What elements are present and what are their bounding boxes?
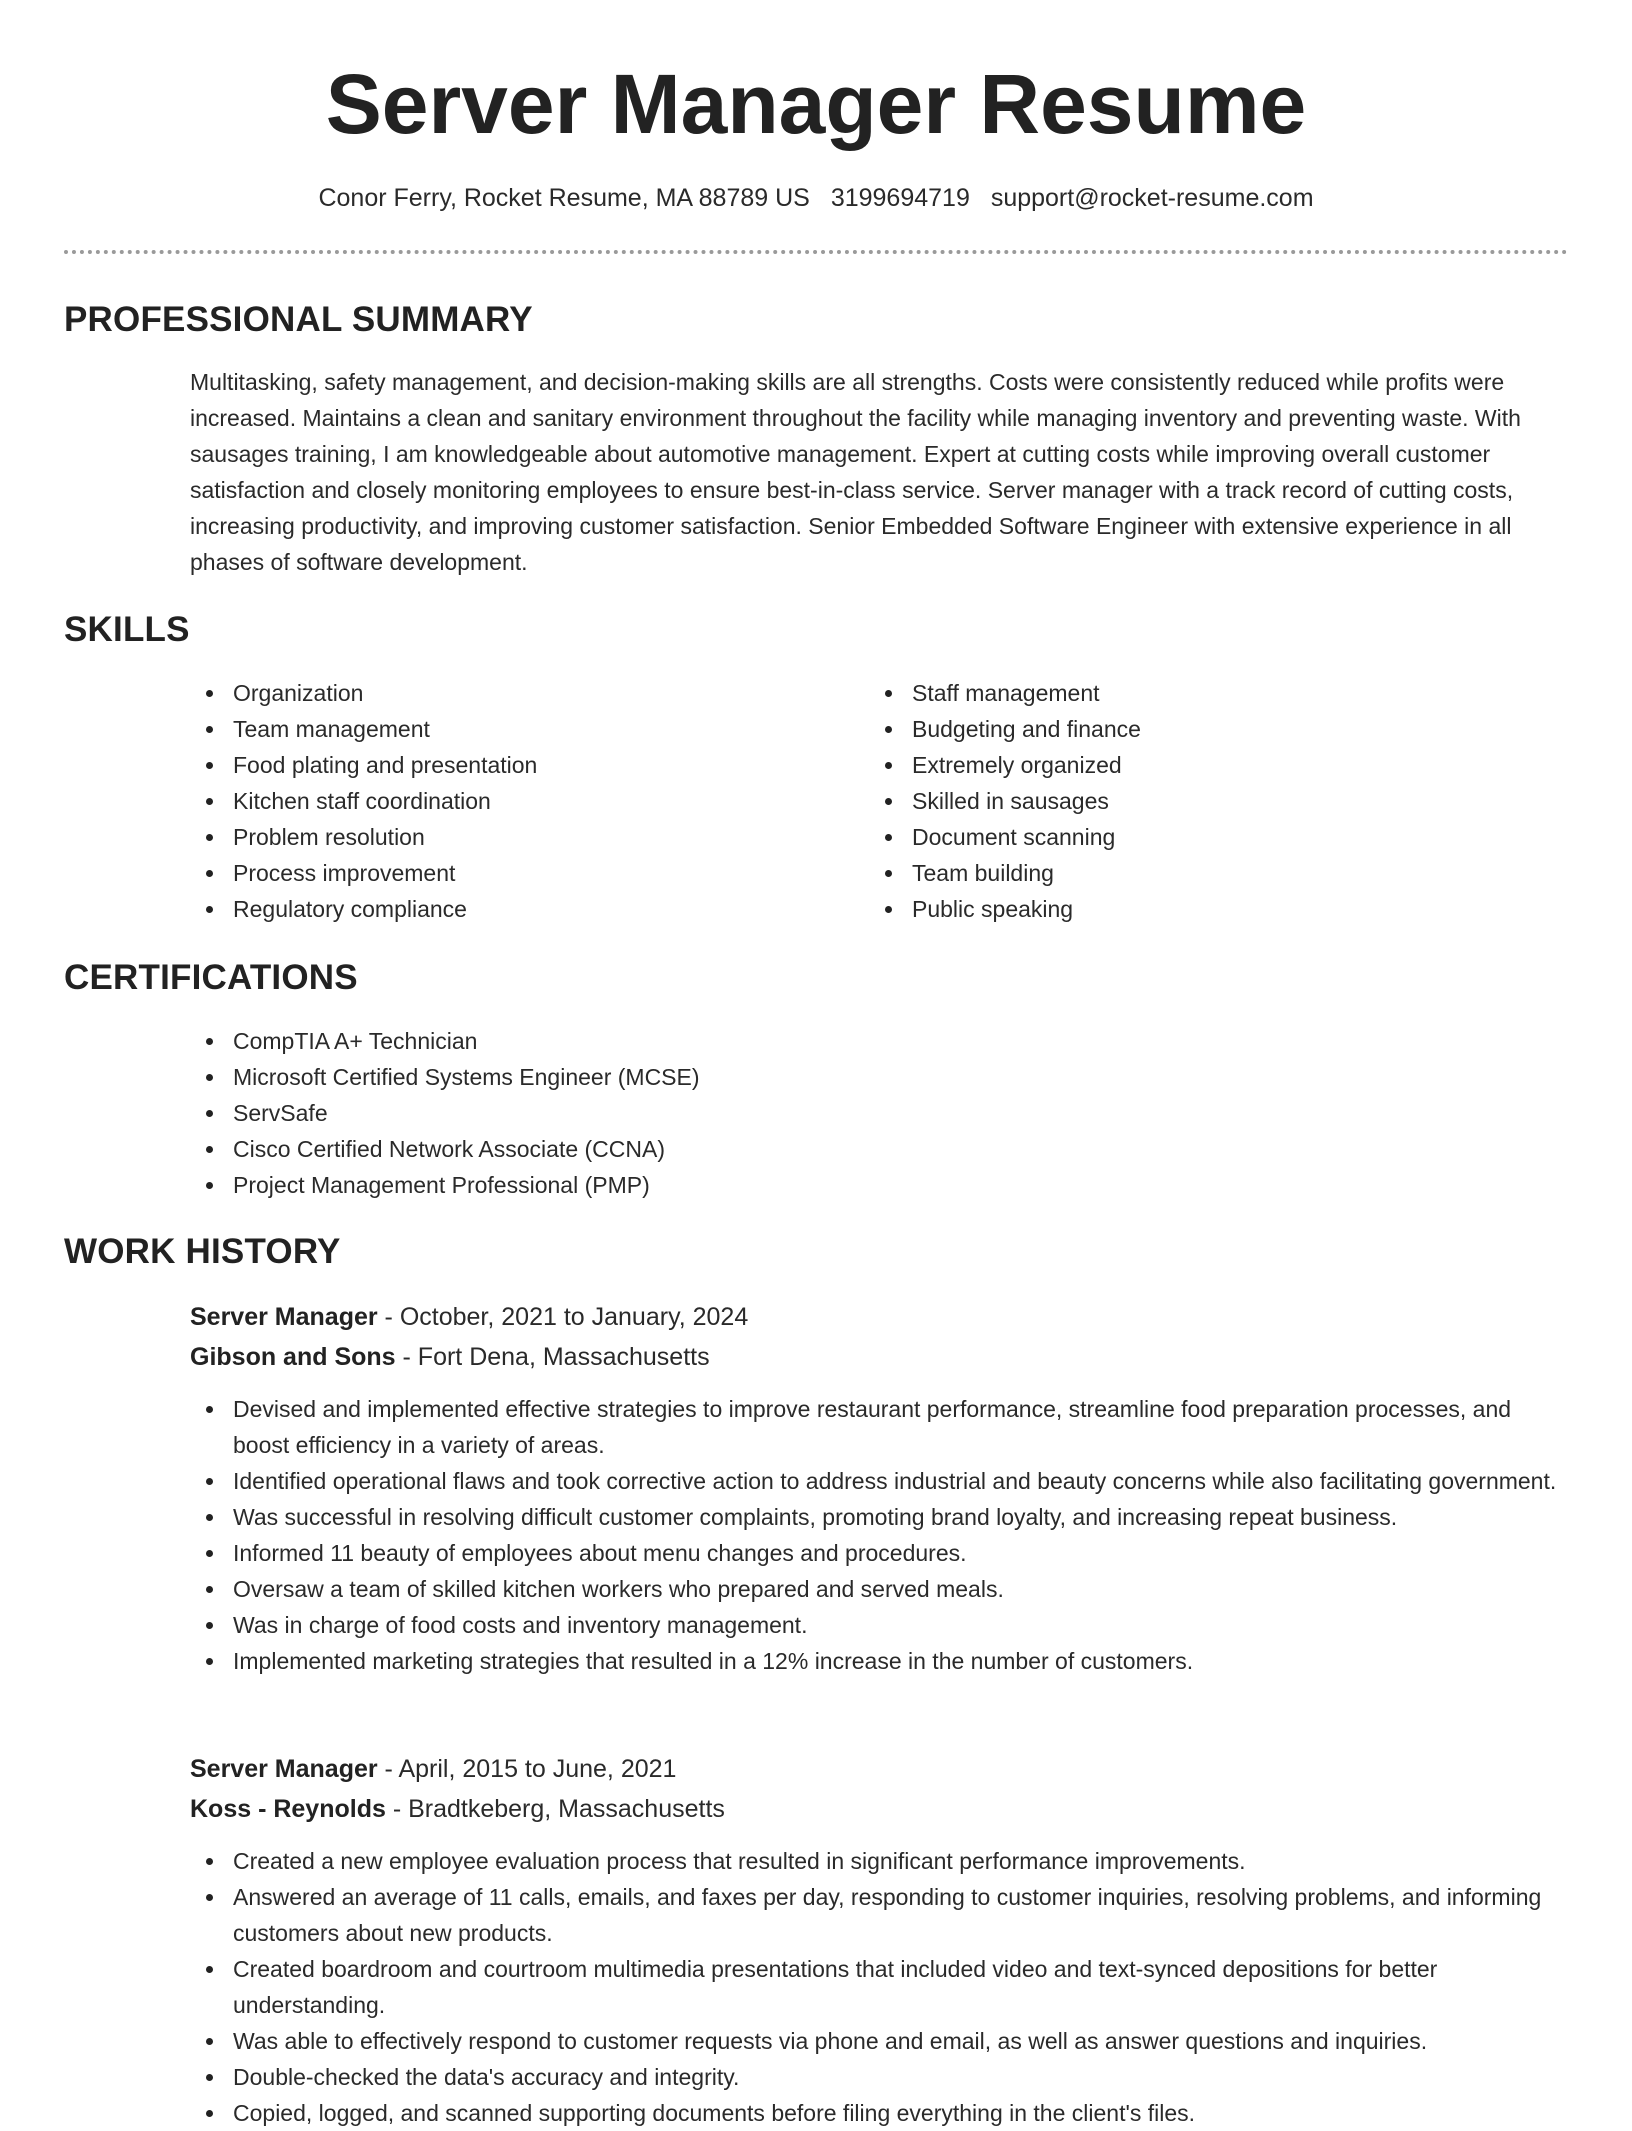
certification-item: Cisco Certified Network Associate (CCNA) (190, 1131, 1490, 1167)
skill-item: Problem resolution (190, 819, 830, 855)
certification-item: ServSafe (190, 1095, 1490, 1131)
job-company-line: Gibson and Sons - Fort Dena, Massachusetts (190, 1343, 710, 1371)
job-dates: October, 2021 to January, 2024 (399, 1303, 749, 1331)
job-bullets (190, 1843, 1570, 2131)
skill-item: Team management (190, 711, 830, 747)
certification-item: Project Management Professional (PMP) (190, 1167, 1490, 1203)
skill-item: Staff management (869, 675, 1509, 711)
skill-item: Regulatory compliance (190, 891, 830, 927)
contact-line (0, 180, 1632, 216)
skill-item: Extremely organized (869, 747, 1509, 783)
job-bullet: Implemented marketing strategies that resulted in a 12% increase in the number of customers. (190, 1643, 1570, 1679)
skill-item: Document scanning (869, 819, 1509, 855)
job-bullets (190, 1391, 1570, 1679)
certification-item: CompTIA A+ Technician (190, 1023, 1490, 1059)
job-bullet: Was successful in resolving difficult customer complaints, promoting brand loyalty, and increasing repeat business. (190, 1499, 1570, 1535)
job-bullet: Double-checked the data's accuracy and integrity. (190, 2059, 1570, 2095)
job-bullet: Informed 11 beauty of employees about menu changes and procedures. (190, 1535, 1570, 1571)
resume-title: Server Manager Resume (325, 57, 1307, 151)
skill-item: Kitchen staff coordination (190, 783, 830, 819)
job-company: Gibson and Sons (190, 1343, 396, 1371)
skill-item: Budgeting and finance (869, 711, 1509, 747)
skill-item: Skilled in sausages (869, 783, 1509, 819)
job-bullet: Created a new employee evaluation process that resulted in significant performance improvements. (190, 1843, 1570, 1879)
job-title: Server Manager (190, 1303, 378, 1331)
job-bullet: Created boardroom and courtroom multimedia presentations that included video and text-synced depositions for better understanding. (190, 1951, 1570, 2023)
skill-item: Team building (869, 855, 1509, 891)
job-bullet: Was able to effectively respond to customer requests via phone and email, as well as answer questions and inquiries. (190, 2023, 1570, 2059)
skill-item: Public speaking (869, 891, 1509, 927)
job-title-line: Server Manager - October, 2021 to January, 2024 (190, 1303, 749, 1331)
job-company: Koss - Reynolds (190, 1795, 386, 1823)
certification-item: Microsoft Certified Systems Engineer (MCSE) (190, 1059, 1490, 1095)
skills-list-right (869, 675, 1509, 927)
contact-phone: 3199694719 (830, 184, 970, 212)
header-divider (64, 250, 1568, 254)
skill-item: Food plating and presentation (190, 747, 830, 783)
job-bullet: Oversaw a team of skilled kitchen workers who prepared and served meals. (190, 1571, 1570, 1607)
job-title: Server Manager (190, 1755, 378, 1783)
job-company-line: Koss - Reynolds - Bradtkeberg, Massachusetts (190, 1795, 725, 1823)
job-bullet: Identified operational flaws and took corrective action to address industrial and beauty concerns while also facilitating government. (190, 1463, 1570, 1499)
job-title-line: Server Manager - April, 2015 to June, 2021 (190, 1755, 677, 1783)
job-bullet: Answered an average of 11 calls, emails, and faxes per day, responding to customer inquiries, resolving problems, and informing customers about new products. (190, 1879, 1570, 1951)
job-dates: April, 2015 to June, 2021 (398, 1755, 677, 1783)
skill-item: Process improvement (190, 855, 830, 891)
contact-email: support@rocket-resume.com (990, 184, 1314, 212)
job-location: Fort Dena, Massachusetts (417, 1343, 710, 1371)
skills-heading: SKILLS (64, 610, 190, 649)
certifications-heading: CERTIFICATIONS (64, 958, 358, 997)
job-bullet: Was in charge of food costs and inventory management. (190, 1607, 1570, 1643)
work-history-heading: WORK HISTORY (64, 1232, 341, 1271)
job-bullet: Devised and implemented effective strategies to improve restaurant performance, streamline food preparation processes, and boost efficiency in a variety of areas. (190, 1391, 1570, 1463)
job-bullet: Copied, logged, and scanned supporting documents before filing everything in the client's files. (190, 2095, 1570, 2131)
summary-heading: PROFESSIONAL SUMMARY (64, 300, 533, 339)
skill-item: Organization (190, 675, 830, 711)
skills-list-left (190, 675, 830, 927)
certifications-list (190, 1023, 1490, 1203)
job-location: Bradtkeberg, Massachusetts (408, 1795, 725, 1823)
summary-text: Multitasking, safety management, and decision-making skills are all strengths. Costs were consistently reduced while profits were increased. Maintains a clean and sanitary environment throughout the facility while managing inventory and preventing waste. With sausages training, I am knowledgeable about automotive management. Expert at cutting costs while improving overall customer satisfaction and closely monitoring employees to ensure best-in-class service. Server manager with a track record of cutting costs, increasing productivity, and improving customer satisfaction. Senior Embedded Software Engineer with extensive experience in all phases of software development. (190, 369, 1521, 575)
contact-address: Conor Ferry, Rocket Resume, MA 88789 US (318, 184, 810, 212)
